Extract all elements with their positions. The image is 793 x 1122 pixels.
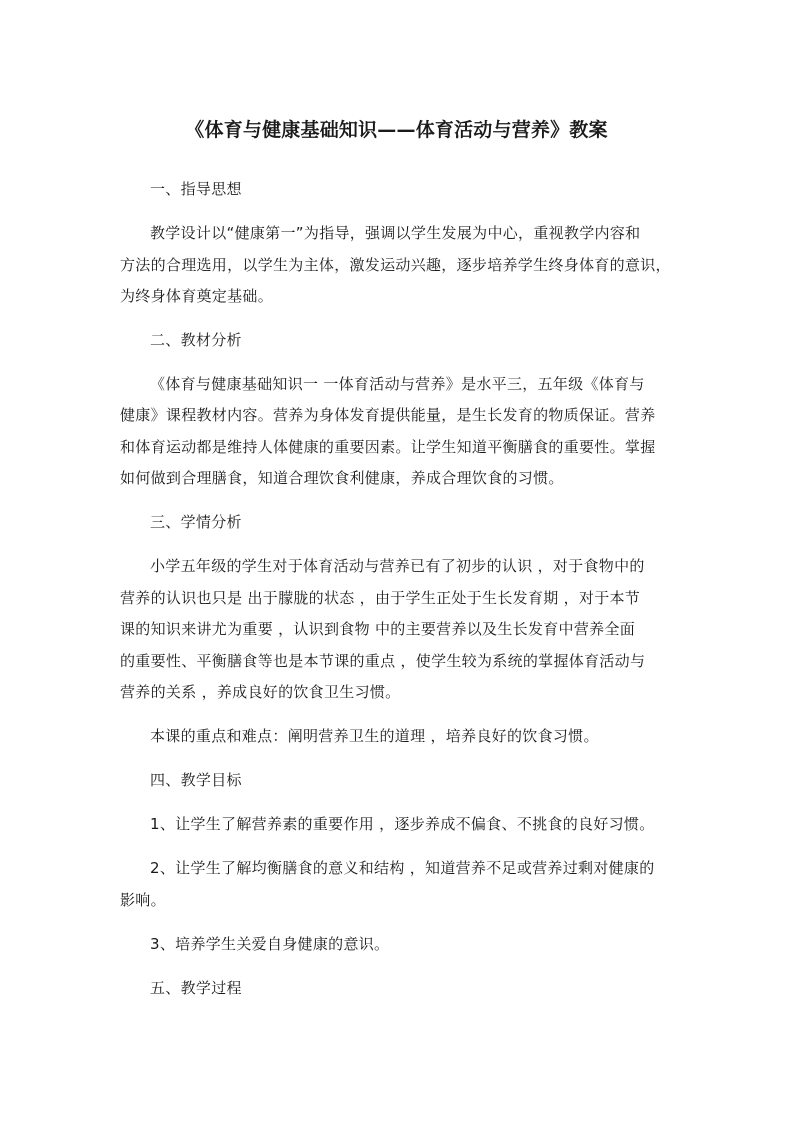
paragraph-line: 的重要性、平衡膳食等也是本节课的重点 ，使学生较为系统的掌握体育活动与 bbox=[120, 652, 646, 670]
paragraph-line: 为终身体育奠定基础。 bbox=[120, 287, 274, 305]
paragraph-line: 方法的合理选用，以学生为主体，激发运动兴趣，逐步培养学生终身体育的意识， bbox=[120, 256, 671, 274]
objective-item-2: 2、让学生了解均衡膳食的意义和结构 ，知道营养不足或营养过剩对健康的 bbox=[150, 859, 655, 877]
paragraph-line: 教学设计以“健康第一”为指导，强调以学生发展为中心，重视教学内容和 bbox=[150, 224, 641, 242]
section-heading-material-analysis: 二、教材分析 bbox=[150, 331, 242, 349]
paragraph-line: 营养的关系 ，养成良好的饮食卫生习惯。 bbox=[120, 683, 401, 701]
section-heading-teaching-objectives: 四、教学目标 bbox=[150, 771, 242, 789]
document-title: 《体育与健康基础知识——体育活动与营养》教案 bbox=[185, 119, 608, 141]
section-heading-teaching-process: 五、教学过程 bbox=[150, 979, 242, 997]
paragraph-line: 健康》课程教材内容。营养为身体发育提供能量，是生长发育的物质保证。营养 bbox=[120, 406, 656, 424]
paragraph-line: 和体育运动都是维持人体健康的重要因素。让学生知道平衡膳食的重要性。掌握 bbox=[120, 438, 656, 456]
paragraph-line: 如何做到合理膳食，知道合理饮食利健康，养成合理饮食的习惯。 bbox=[120, 469, 564, 487]
objective-item-2-continued: 影响。 bbox=[120, 891, 166, 909]
paragraph-line: 课的知识来讲尤为重要 ，认识到食物 中的主要营养以及生长发育中营养全面 bbox=[120, 620, 636, 638]
section-heading-guiding-ideology: 一、指导思想 bbox=[150, 180, 242, 198]
paragraph-line: 《体育与健康基础知识一 一体育活动与营养》是水平三，五年级《体育与 bbox=[150, 375, 645, 393]
objective-item-1: 1、让学生了解营养素的重要作用 ，逐步养成不偏食、不挑食的良好习惯。 bbox=[150, 815, 655, 833]
objective-item-3: 3、培养学生关爱自身健康的意识。 bbox=[150, 935, 390, 953]
key-points-paragraph: 本课的重点和难点：阐明营养卫生的道理 ，培养良好的饮食习惯。 bbox=[150, 727, 599, 745]
section-heading-learner-analysis: 三、学情分析 bbox=[150, 513, 242, 531]
paragraph-line: 营养的认识也只是 出于朦胧的状态 ，由于学生正处于生长发育期 ，对于本节 bbox=[120, 589, 641, 607]
paragraph-line: 小学五年级的学生对于体育活动与营养已有了初步的认识 ，对于食物中的 bbox=[150, 557, 645, 575]
